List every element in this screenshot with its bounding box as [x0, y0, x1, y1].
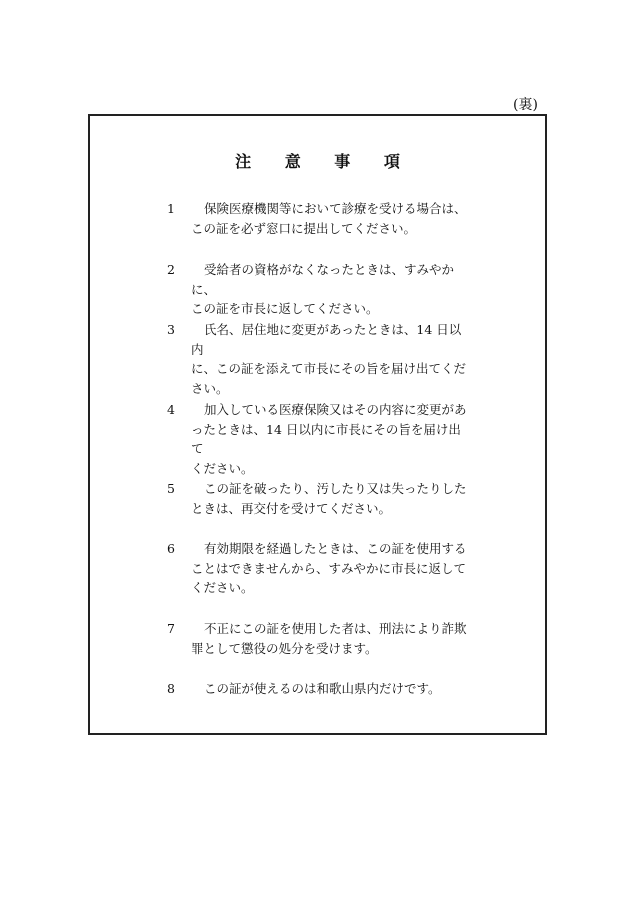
- notice-box: [88, 114, 547, 735]
- item-text: この証が使えるのは和歌山県内だけです。: [204, 681, 441, 696]
- notice-title: 注 意 事 項: [235, 152, 414, 171]
- item-number: 4: [167, 402, 175, 417]
- item-number: 7: [167, 621, 175, 636]
- item-number: 2: [167, 262, 175, 277]
- item-number: 1: [167, 201, 175, 216]
- item-number: 6: [167, 541, 175, 556]
- item-number: 8: [167, 681, 175, 696]
- item-text: 受給者の資格がなくなったときは、すみやかに、 この証を市長に返してください。: [191, 262, 455, 316]
- item-number: 5: [167, 481, 175, 496]
- item-text: 不正にこの証を使用した者は、刑法により詐欺 罪として懲役の処分を受けます。: [191, 621, 467, 656]
- item-text: 氏名、居住地に変更があったときは、14 日以内 に、この証を添えて市長にその旨を届け出てくだ さい。: [191, 322, 467, 396]
- item-number: 3: [167, 322, 175, 337]
- item-text: この証を破ったり、汚したり又は失ったりした ときは、再交付を受けてください。: [191, 481, 467, 516]
- item-text: 加入している医療保険又はその内容に変更があ ったときは、14 日以内に市長にその旨を届け出て ください。: [191, 402, 467, 476]
- item-text: 有効期限を経過したときは、この証を使用する ことはできませんから、すみやかに市長に返して ください。: [191, 541, 467, 595]
- reverse-side-label: (裏): [513, 97, 538, 113]
- item-text: 保険医療機関等において診療を受ける場合は、 この証を必ず窓口に提出してください。: [191, 201, 467, 236]
